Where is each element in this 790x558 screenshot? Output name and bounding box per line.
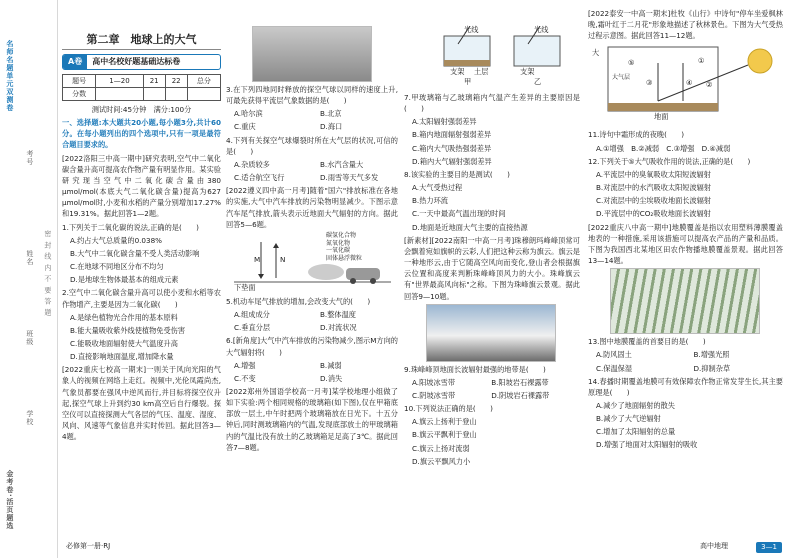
q12-option-b[interactable]: B.对流层中的水汽吸收太阳短波辐射	[596, 183, 712, 193]
class-label: 班级	[25, 330, 34, 346]
label-light: 光线	[464, 25, 479, 34]
q6-option-c[interactable]: C.不变	[234, 373, 256, 383]
page-number: 3—1	[756, 542, 782, 553]
test-meta: 测试时间:45分钟 满分:100分	[91, 105, 192, 114]
q9-option-b[interactable]: B.阳坡岩石裸露带	[491, 377, 549, 387]
q9-option-a[interactable]: A.阳坡冰雪带	[412, 377, 456, 387]
pollutant-label: 固体悬浮微粒	[326, 255, 363, 263]
passage-7: [2022重庆八中高一期中]地膜覆盖是指以农用塑料薄膜覆盖地表的一种措施,采用该措施可以提高农产品的产量和品质。下图为我国西北某地区田农作物播地膜覆盖景观。据此回答13—14题。	[588, 222, 783, 266]
label-air: 大气层	[612, 74, 631, 82]
label-big: 大	[592, 48, 600, 58]
q5-option-d[interactable]: D.对流状况	[320, 323, 357, 333]
q14-option-a[interactable]: A.减少了地面辐射的散失	[596, 400, 675, 410]
question-10: 10.下列说法正确的是( )	[404, 404, 493, 414]
label-soil: 土层	[474, 67, 489, 76]
q13-option-d[interactable]: D.抑制杂草	[693, 363, 731, 373]
label-ground: 地面	[654, 112, 669, 122]
question-1: 1.下列关于二氧化碳的说法,正确的是( )	[62, 222, 199, 232]
q9-options	[404, 377, 580, 403]
question-11: 11.诗句中霜形成的夜晚( )	[588, 130, 685, 140]
q2-option-d[interactable]: D.直接影响地面温度,增加降水量	[70, 352, 174, 362]
question-3: 3.在下列四地同时释放的探空气球以同样的速度上升,可最先获得平流层气象数据的是( )	[226, 85, 398, 106]
car-body	[346, 268, 380, 280]
label-n: N	[280, 254, 286, 264]
q13-option-a[interactable]: A.防风固土	[596, 350, 632, 360]
q13-option-b[interactable]: B.增强光照	[693, 350, 730, 360]
q7-option-c[interactable]: C.箱内大气吸热强弱差异	[412, 143, 492, 153]
q10-option-d[interactable]: D.旗云平飘风力小	[412, 456, 471, 466]
q4-options	[226, 159, 398, 185]
q12-option-a[interactable]: A.平流层中的臭氧吸收太阳短波辐射	[596, 169, 711, 179]
label-1: ①	[698, 56, 705, 66]
plastic-film-photo	[610, 268, 760, 334]
glass-box-diagram	[404, 26, 580, 90]
score-table: 题号 1—20 21 22 总分 分数	[62, 74, 221, 101]
passage-4: [2022郑州外国语学校高一月考]某学校地理小组做了如下实验:两个相同规格的玻璃箱(如下图),仅在甲箱底部放一层土,中午时把两个玻璃箱放在日光下。十五分钟后,同时测玻璃箱内的气温,发现底部放土的甲玻璃箱内的气温比没有放土的乙玻璃箱足足高了3℃。据此回答7—8题。	[226, 386, 398, 452]
label-stand: 支架	[520, 67, 535, 76]
q6-option-d[interactable]: D.消失	[320, 373, 343, 383]
label-4: ④	[686, 78, 693, 88]
glass-box-figure	[404, 26, 580, 90]
atmosphere-figure	[588, 43, 783, 127]
q1-option-b[interactable]: B.大气中二氧化碳含量不受人类活动影响	[70, 248, 200, 258]
q12-option-d[interactable]: D.平流层中的CO₂吸收地面长波辐射	[596, 209, 711, 219]
question-4: 4.下列有关探空气球爆裂时所在大气层的状况,可信的是( )	[226, 135, 398, 156]
q6-option-b[interactable]: B.减弱	[320, 360, 342, 370]
sun-icon	[748, 49, 772, 73]
question-2: 2.空气中二氧化碳含量升高可以使小麦和水稻等农作物增产,主要是因为二氧化碳( )	[62, 288, 221, 309]
score-cell[interactable]	[96, 88, 143, 101]
q6-option-a[interactable]: A.增强	[234, 360, 256, 370]
car-wheel	[350, 278, 356, 284]
q1-option-d[interactable]: D.是地球生物体最基本的组成元素	[70, 275, 179, 285]
q4-option-d[interactable]: D.雨雪等天气多发	[320, 173, 379, 183]
footer-right: 高中地理	[700, 542, 728, 551]
q13-option-c[interactable]: C.保温保湿	[596, 363, 633, 373]
score-cell[interactable]	[143, 88, 165, 101]
name-label: 姓名	[25, 250, 34, 266]
passage-3: [2022遵义四中高一月考]随着"国六"排放标准在各地的实施,大气中汽车排放的污染物明显减少。下图示意汽车尾气排放,箭头表示近地面大气辐射的方向。据此回答5—6题。	[226, 186, 398, 229]
label-3: ③	[646, 78, 653, 88]
box-yi	[514, 36, 560, 66]
q4-option-a[interactable]: A.杂质较多	[234, 159, 270, 169]
passage-5: [新素材][2022南阳一中高一月考]珠穆朗玛峰峰顶常可会飘着宛如旗帜的云彩,人们把这种云称为旗云。旗云是一种地形云,由于它随高空风向而变化,登山者会根据旗云位置和高度来判断珠峰峰顶风力的大小。珠峰旗云有"世界最高风向标"之称。下图为珠峰旗云景观。据此回答9—10题。	[404, 235, 580, 301]
label-stand: 支架	[450, 67, 465, 76]
passage-2: [2022重庆七校高一期末]一则关于风向光阳的气象人的视频在网络上走红。视频中,光伦凤霞尚杰,气象员都要在强风中逆风而行,并目标将探空仪升起,探空气球上升到约30 km高空后自行爆裂。探空仪可以直接探测大气各层的气压、温度、湿度、风向、风速等气象信息并实时传回。据此回答3—4题。	[62, 365, 221, 442]
binding-strip	[0, 0, 58, 558]
question-8: 8.该实验的主要目的是测试( )	[404, 169, 510, 179]
q14-option-b[interactable]: B.减少了大气逆辐射	[596, 414, 661, 424]
question-12: 12.下列关于⑤大气吸收作用的说法,正确的是( )	[588, 156, 751, 166]
solar-ray	[658, 65, 748, 101]
arrow-m-head	[258, 274, 264, 279]
label-5: ⑤	[628, 58, 635, 68]
q8-option-a[interactable]: A.大气受热过程	[412, 183, 463, 193]
everest-photo	[426, 304, 556, 362]
q2-option-c[interactable]: C.能吸收地面辐射使大气温度升高	[70, 338, 178, 348]
q9-option-d[interactable]: D.阴坡岩石裸露带	[491, 390, 550, 400]
q13-options	[588, 349, 783, 375]
passage-6: [2022泰安一中高一期末]杜牧《山行》中诗句"停车坐爱枫林晚,霜叶红于二月花"形象地描述了秋林景色。下图为大气受热过程示意图。据此回答11—12题。	[588, 9, 783, 41]
q2-option-a[interactable]: A.是绿色植物光合作用的基本原料	[70, 312, 178, 322]
q10-option-c[interactable]: C.旗云上扬对流弱	[412, 443, 470, 453]
q3-options	[226, 108, 398, 134]
label-2: ②	[706, 80, 713, 90]
q8-option-c[interactable]: C.一天中最高气温出现的时间	[412, 209, 506, 219]
q10-option-b[interactable]: B.旗云平飘利于登山	[412, 430, 477, 440]
column-1	[62, 104, 221, 444]
question-14: 14.春播时期覆盖地膜可有效保障农作物正常发芽生长,其主要原理是( )	[588, 376, 783, 397]
label-jia: 甲	[464, 77, 472, 86]
q3-option-d[interactable]: D.海口	[320, 122, 343, 132]
question-5: 5.机动车尾气排放的增加,会改变大气的( )	[226, 296, 371, 306]
q8-option-b[interactable]: B.热力环流	[412, 196, 448, 206]
pollutant-label: 一氧化碳	[326, 247, 351, 255]
q3-option-c[interactable]: C.重庆	[234, 122, 256, 132]
chapter-title: 第二章 地球上的大气	[62, 30, 221, 50]
q3-option-b[interactable]: B.北京	[320, 109, 342, 119]
seal-line: 密 封 线 内 不 要 答 题	[43, 230, 52, 317]
q12-option-c[interactable]: C.对流层中的尘埃吸收地面长波辐射	[596, 196, 712, 206]
label-yi: 乙	[534, 77, 542, 86]
exhaust-cloud	[308, 264, 344, 280]
volume-tag	[62, 54, 221, 70]
q6-options	[226, 360, 398, 386]
q3-option-a[interactable]: A.哈尔滨	[234, 109, 263, 119]
strip-bottom: 金考卷·活页题选	[5, 470, 14, 530]
q10-option-a[interactable]: A.旗云上扬利于登山	[412, 417, 477, 427]
balloon-photo	[252, 26, 372, 82]
q8-option-d[interactable]: D.地面是近地面大气主要的直接热源	[412, 222, 528, 232]
q4-option-b[interactable]: B.水汽含量大	[320, 159, 364, 169]
q5-option-b[interactable]: B.整体温度	[320, 310, 356, 320]
footer-left: 必修第一册·RJ	[66, 542, 111, 551]
question-9: 9.珠峰峰顶地面长波辐射最强的地带是( )	[404, 364, 546, 374]
q1-option-c[interactable]: C.在地球不同地区分布不均匀	[70, 262, 164, 272]
arrow-n-head	[273, 243, 279, 248]
q7-option-a[interactable]: A.太阳辐射强弱差异	[412, 117, 477, 127]
column-3	[404, 24, 580, 469]
label-ground: 下垫面	[234, 282, 256, 292]
school-label: 学校	[25, 410, 34, 426]
question-7: 7.甲玻璃箱与乙玻璃箱内气温产生差异的主要原因是( )	[404, 93, 580, 114]
column-2	[226, 24, 398, 455]
pollutant-label: 碳氢化合物	[326, 231, 357, 239]
question-6: 6.[新角度]大气中汽车排放的污染物减少,图示M方向的大气辐射将( )	[226, 336, 398, 357]
q14-option-c[interactable]: C.增加了太阳辐射的总量	[596, 427, 676, 437]
column-4	[588, 8, 783, 453]
question-13: 13.图中地膜覆盖的首要目的是( )	[588, 337, 706, 347]
q11-options[interactable]: A.①增强 B.②减弱 C.③增强 D.④减弱	[596, 143, 731, 153]
q7-option-d[interactable]: D.箱内大气辐射强弱差异	[412, 156, 492, 166]
q9-option-c[interactable]: C.阴坡冰雪带	[412, 390, 456, 400]
q5-option-c[interactable]: C.垂直分层	[234, 323, 271, 333]
score-cell[interactable]	[165, 88, 187, 101]
q5-options	[226, 309, 398, 335]
q1-option-a[interactable]: A.约占大气总质量的0.038%	[70, 235, 162, 245]
car-wheel	[370, 278, 376, 284]
label-m: M	[254, 254, 261, 264]
score-cell[interactable]	[187, 88, 220, 101]
tag-title: 高中名校好题基础达标卷	[92, 57, 181, 66]
q5-option-a[interactable]: A.组成成分	[234, 310, 270, 320]
q7-option-b[interactable]: B.箱内地面辐射强弱差异	[412, 130, 492, 140]
tag-a: A卷	[63, 55, 87, 69]
section-1-heading: 一、选择题:本大题共20小题,每小题3分,共计60分。在每小题列出的四个选项中,只有一项是最符合题目要求的。	[62, 118, 221, 150]
pollutant-label: 氮氧化物	[326, 239, 351, 247]
passage-1: [2022洛阳三中高一期中]研究表明,空气中二氧化碳含量升高可提高农作物产量有明显作用。某实验研究现当空气中二氧化碳含量由380 μmol/mol(本底大气二氧化碳含量)提高为627 μmol/mol时,小麦和水稻的产量分别增加17.27%和19.31%。据此回答1—2题。	[62, 153, 221, 219]
ground-band	[608, 103, 718, 111]
car-exhaust-figure	[226, 232, 398, 294]
q4-option-c[interactable]: C.适合航空飞行	[234, 173, 285, 183]
exam-label: 考号	[25, 150, 34, 166]
brand-text: 名师名题单元双测卷	[5, 40, 14, 112]
q2-option-b[interactable]: B.能大量吸收紫外线使植物免受伤害	[70, 325, 186, 335]
label-light: 光线	[534, 25, 549, 34]
q14-option-d[interactable]: D.增强了地面对太阳辐射的吸收	[596, 440, 698, 450]
